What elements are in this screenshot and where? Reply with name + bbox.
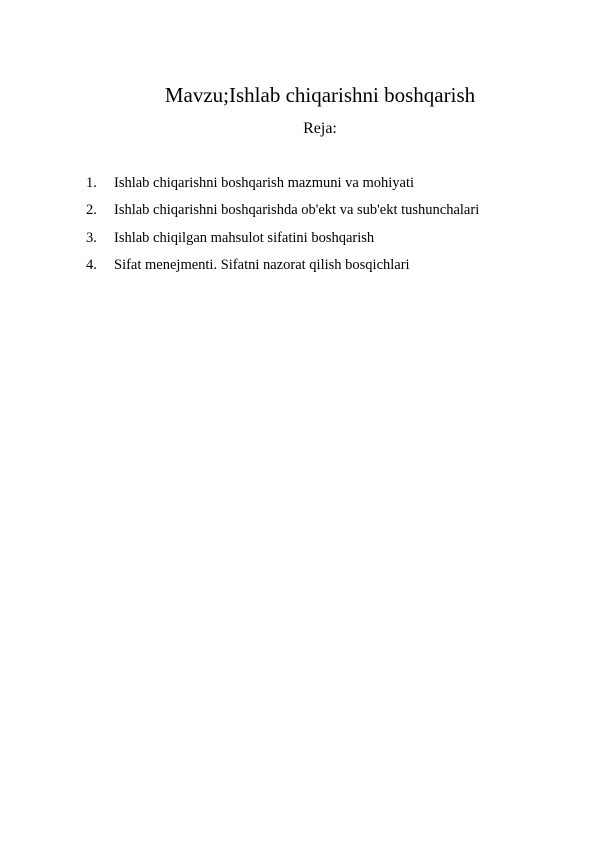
plan-item — [86, 200, 566, 227]
plan-item — [86, 228, 566, 255]
plan-heading: Reja: — [303, 120, 337, 137]
plan-item-number: 2. — [86, 202, 97, 219]
document-title: Mavzu;Ishlab chiqarishni boshqarish — [164, 83, 476, 107]
plan-item-text: Sifat menejmenti. Sifatni nazorat qilish bosqichlari — [114, 256, 410, 273]
plan-item — [86, 255, 566, 282]
plan-item-number: 4. — [86, 256, 97, 273]
plan-list — [86, 173, 566, 282]
plan-item-text: Ishlab chiqilgan mahsulot sifatini boshqarish — [114, 229, 375, 246]
plan-item — [86, 173, 566, 200]
plan-item-text: Ishlab chiqarishni boshqarishda ob'ekt va sub'ekt tushunchalari — [114, 202, 480, 219]
plan-item-number: 1. — [86, 175, 97, 191]
plan-item-number: 3. — [86, 229, 97, 246]
plan-item-text: Ishlab chiqarishni boshqarish mazmuni va mohiyati — [114, 175, 415, 191]
